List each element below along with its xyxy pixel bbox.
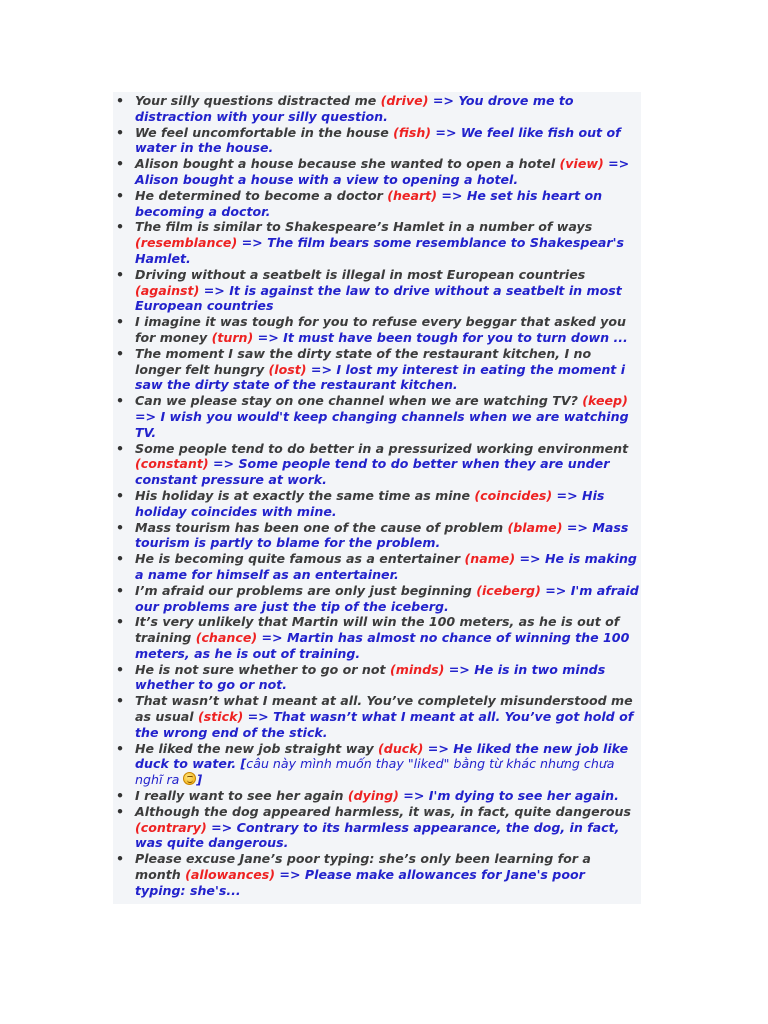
answer-sentence: => Please make allowances for Jane's poor typing: she's... bbox=[135, 867, 585, 898]
list-item bbox=[113, 219, 639, 266]
answer-sentence: => I'm dying to see her again. bbox=[398, 788, 619, 804]
cue-word: (dying) bbox=[347, 788, 399, 804]
original-sentence: Can we please stay on one channel when we are watching TV? bbox=[135, 393, 583, 409]
cue-word: (blame) bbox=[507, 519, 563, 535]
list-item bbox=[113, 393, 639, 440]
bullet-icon: • bbox=[116, 219, 125, 235]
original-sentence: His holiday is at exactly the same time as mine bbox=[135, 487, 475, 503]
bullet-icon: • bbox=[116, 156, 125, 172]
original-sentence: He is becoming quite famous as a entertainer bbox=[135, 551, 465, 567]
cue-word: (drive) bbox=[380, 93, 429, 108]
original-sentence: We feel uncomfortable in the house bbox=[135, 124, 394, 140]
bullet-icon: • bbox=[116, 740, 125, 756]
list-item bbox=[113, 693, 639, 740]
cue-word: (keep) bbox=[582, 393, 628, 409]
list-item bbox=[113, 788, 639, 804]
answer-sentence: => You drove me to distraction with your silly question. bbox=[135, 93, 574, 124]
bullet-icon: • bbox=[116, 614, 125, 630]
cue-word: (contrary) bbox=[135, 819, 207, 835]
list-item bbox=[113, 662, 639, 694]
cue-word: (iceberg) bbox=[476, 582, 541, 598]
answer-sentence: => Martin has almost no chance of winning the 100 meters, as he is out of training. bbox=[135, 630, 630, 661]
list-item bbox=[113, 614, 639, 661]
note-closing-bracket: ] bbox=[196, 772, 203, 788]
answer-sentence: => His holiday coincides with mine. bbox=[135, 487, 605, 519]
cue-word: (heart) bbox=[387, 187, 437, 203]
bullet-icon: • bbox=[116, 314, 125, 330]
bullet-icon: • bbox=[116, 487, 125, 503]
cue-word: (stick) bbox=[198, 709, 244, 725]
bullet-icon: • bbox=[116, 551, 125, 567]
original-sentence: Alison bought a house because she wanted to open a hotel bbox=[135, 156, 560, 172]
answer-sentence: => He is in two minds whether to go or not. bbox=[135, 661, 606, 693]
list-item bbox=[113, 520, 639, 552]
cue-word: (fish) bbox=[393, 124, 432, 140]
bullet-icon: • bbox=[116, 661, 125, 677]
answer-sentence: => Mass tourism is partly to blame for the problem. bbox=[135, 519, 629, 551]
list-item bbox=[113, 851, 639, 898]
original-sentence: It’s very unlikely that Martin will win the 100 meters, as he is out of training bbox=[135, 614, 620, 646]
bullet-icon: • bbox=[116, 93, 125, 108]
bullet-icon: • bbox=[116, 851, 125, 867]
bullet-icon: • bbox=[116, 266, 125, 282]
list-item bbox=[113, 267, 639, 314]
answer-sentence: => The film bears some resemblance to Shakespear's Hamlet. bbox=[135, 235, 624, 266]
original-sentence: Mass tourism has been one of the cause of problem bbox=[135, 519, 508, 535]
list-item bbox=[113, 488, 639, 520]
bullet-icon: • bbox=[116, 393, 125, 409]
cue-word: (minds) bbox=[389, 661, 445, 677]
original-sentence: He determined to become a doctor bbox=[135, 187, 388, 203]
bullet-icon: • bbox=[116, 345, 125, 361]
cue-word: (lost) bbox=[268, 361, 307, 377]
cue-word: (duck) bbox=[378, 740, 424, 756]
cue-word: (chance) bbox=[195, 630, 258, 646]
cue-word: (allowances) bbox=[185, 867, 276, 883]
bullet-icon: • bbox=[116, 519, 125, 535]
answer-sentence: => Alison bought a house with a view to opening a hotel. bbox=[135, 156, 630, 187]
bullet-icon: • bbox=[116, 440, 125, 456]
cue-word: (resemblance) bbox=[135, 235, 238, 251]
cue-word: (name) bbox=[464, 551, 516, 567]
bullet-icon: • bbox=[116, 124, 125, 140]
list-item bbox=[113, 93, 639, 125]
cue-word: (constant) bbox=[135, 456, 209, 472]
answer-sentence: => Contrary to its harmless appearance, the dog, in fact, was quite dangerous. bbox=[135, 819, 620, 851]
answer-sentence: => It is against the law to drive without a seatbelt in most European countries bbox=[135, 282, 622, 314]
bullet-icon: • bbox=[116, 187, 125, 203]
original-sentence: I imagine it was tough for you to refuse every beggar that asked you for money bbox=[135, 314, 626, 345]
original-sentence: That wasn’t what I meant at all. You’ve completely misunderstood me as usual bbox=[135, 693, 633, 725]
list-item bbox=[113, 804, 639, 851]
exercise-panel bbox=[113, 92, 641, 904]
smiley-face-icon bbox=[183, 772, 196, 785]
answer-sentence: => Some people tend to do better when they are under constant pressure at work. bbox=[135, 456, 610, 488]
answer-sentence: => We feel like fish out of water in the house. bbox=[135, 124, 621, 156]
list-item bbox=[113, 125, 639, 157]
answer-sentence: => I wish you would't keep changing channels when we are watching TV. bbox=[135, 408, 629, 440]
original-sentence: Driving without a seatbelt is illegal in most European countries bbox=[135, 266, 586, 282]
list-item bbox=[113, 346, 639, 393]
original-sentence: Your silly questions distracted me bbox=[135, 93, 381, 108]
exercise-list bbox=[113, 93, 639, 899]
list-item bbox=[113, 583, 639, 615]
answer-sentence: => I lost my interest in eating the moment i saw the dirty state of the restaurant kitchen. bbox=[135, 361, 626, 393]
answer-sentence: => It must have been tough for you to turn down ... bbox=[253, 329, 628, 345]
cue-word: (against) bbox=[135, 282, 200, 298]
original-sentence: The moment I saw the dirty state of the restaurant kitchen, I no longer felt hungry bbox=[135, 345, 592, 377]
original-sentence: Some people tend to do better in a pressurized working environment bbox=[135, 440, 629, 456]
original-sentence: Please excuse Jane’s poor typing: she’s only been learning for a month bbox=[135, 851, 591, 883]
answer-sentence: => I'm afraid our problems are just the tip of the iceberg. bbox=[135, 582, 639, 614]
list-item bbox=[113, 188, 639, 220]
cue-word: (coincides) bbox=[474, 487, 553, 503]
bullet-icon: • bbox=[116, 803, 125, 819]
list-item bbox=[113, 441, 639, 488]
list-item bbox=[113, 551, 639, 583]
answer-sentence: => He is making a name for himself as an entertainer. bbox=[135, 551, 637, 582]
bullet-icon: • bbox=[116, 582, 125, 598]
original-sentence: I’m afraid our problems are only just beginning bbox=[135, 582, 477, 598]
bullet-icon: • bbox=[116, 788, 125, 804]
list-item bbox=[113, 156, 639, 188]
answer-sentence: => He liked the new job like duck to water. [ bbox=[135, 740, 629, 772]
cue-word: (turn) bbox=[211, 329, 254, 345]
cue-word: (view) bbox=[559, 156, 604, 172]
original-sentence: He is not sure whether to go or not bbox=[135, 661, 390, 677]
answer-sentence: => That wasn’t what I meant at all. You’ve got hold of the wrong end of the stick. bbox=[135, 709, 634, 740]
list-item bbox=[113, 314, 639, 346]
author-note: câu này mình muốn thay "liked" bằng từ khác nhưng chưa nghĩ ra bbox=[135, 756, 615, 788]
original-sentence: He liked the new job straight way bbox=[135, 740, 379, 756]
original-sentence: Although the dog appeared harmless, it was, in fact, quite dangerous bbox=[135, 803, 631, 819]
original-sentence: I really want to see her again bbox=[135, 788, 348, 804]
bullet-icon: • bbox=[116, 693, 125, 709]
answer-sentence: => He set his heart on becoming a doctor. bbox=[135, 187, 603, 219]
list-item bbox=[113, 741, 639, 788]
original-sentence: The film is similar to Shakespeare’s Hamlet in a number of ways bbox=[135, 219, 593, 235]
